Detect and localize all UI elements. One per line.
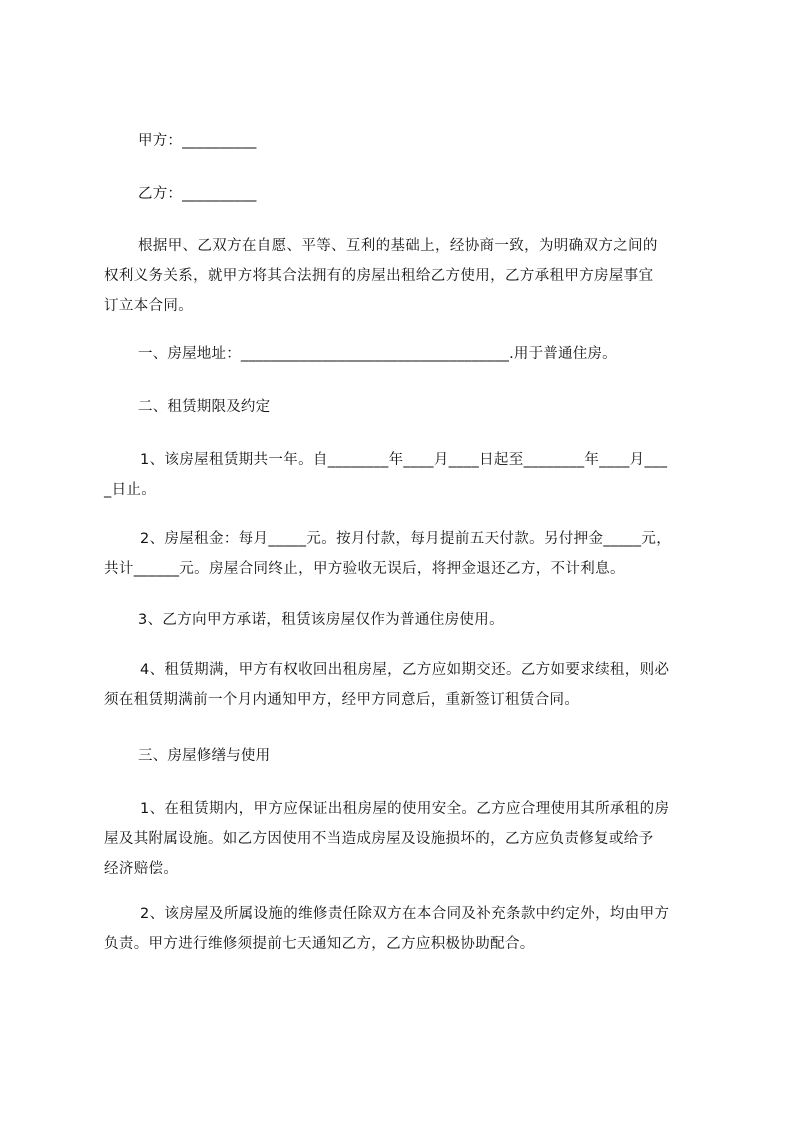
- clause-line: 1、该房屋租赁期共一年。自________年____月____日起至________年____月___: [140, 452, 668, 468]
- clause-line: _日止。: [104, 482, 157, 498]
- clause-line: 经济赔偿。: [104, 861, 179, 877]
- clause-3-1: [104, 794, 700, 884]
- clause-2-4: [104, 655, 700, 715]
- clause-line: 屋及其附属设施。如乙方因使用不当造成房屋及设施损坏的，乙方应负责修复或给予: [104, 831, 654, 847]
- clause-line: 2、房屋租金：每月_____元。按月付款，每月提前五天付款。另付押金_____元，: [140, 531, 672, 547]
- section-3-title: 三、房屋修缮与使用: [138, 748, 271, 764]
- party-a-line: 甲方：__________: [138, 133, 257, 149]
- preamble-line: 权利义务关系，就甲方将其合法拥有的房屋出租给乙方使用，乙方承租甲方房屋事宜: [104, 268, 654, 284]
- party-b-line: 乙方：__________: [138, 186, 257, 202]
- clause-line: 3、乙方向甲方承诺，租赁该房屋仅作为普通住房使用。: [138, 612, 504, 628]
- section-1-address: 一、房屋地址：____________________________________.用于普通住房。: [138, 346, 617, 362]
- clause-2-3: [104, 605, 700, 635]
- clause-line: 2、该房屋及所属设施的维修责任除双方在本合同及补充条款中约定外，均由甲方: [140, 906, 670, 922]
- clause-line: 4、租赁期满，甲方有权收回出租房屋，乙方应如期交还。乙方如要求续租，则必: [140, 662, 670, 678]
- clause-line: 1、在租赁期内，甲方应保证出租房屋的使用安全。乙方应合理使用其所承租的房: [140, 801, 670, 817]
- clause-2-2: [104, 524, 700, 584]
- clause-line: 负责。甲方进行维修须提前七天通知乙方，乙方应积极协助配合。: [104, 936, 535, 952]
- clause-2-1: [104, 445, 700, 505]
- preamble-paragraph: [104, 231, 700, 321]
- clause-3-2: [104, 899, 700, 959]
- preamble-line: 根据甲、乙双方在自愿、平等、互利的基础上，经协商一致，为明确双方之间的: [138, 238, 658, 254]
- clause-line: 须在租赁期满前一个月内通知甲方，经甲方同意后，重新签订租赁合同。: [104, 692, 580, 708]
- preamble-line: 订立本合同。: [104, 298, 194, 314]
- clause-line: 共计______元。房屋合同终止，甲方验收无误后，将押金退还乙方，不计利息。: [104, 561, 625, 577]
- section-2-title: 二、租赁期限及约定: [138, 399, 271, 415]
